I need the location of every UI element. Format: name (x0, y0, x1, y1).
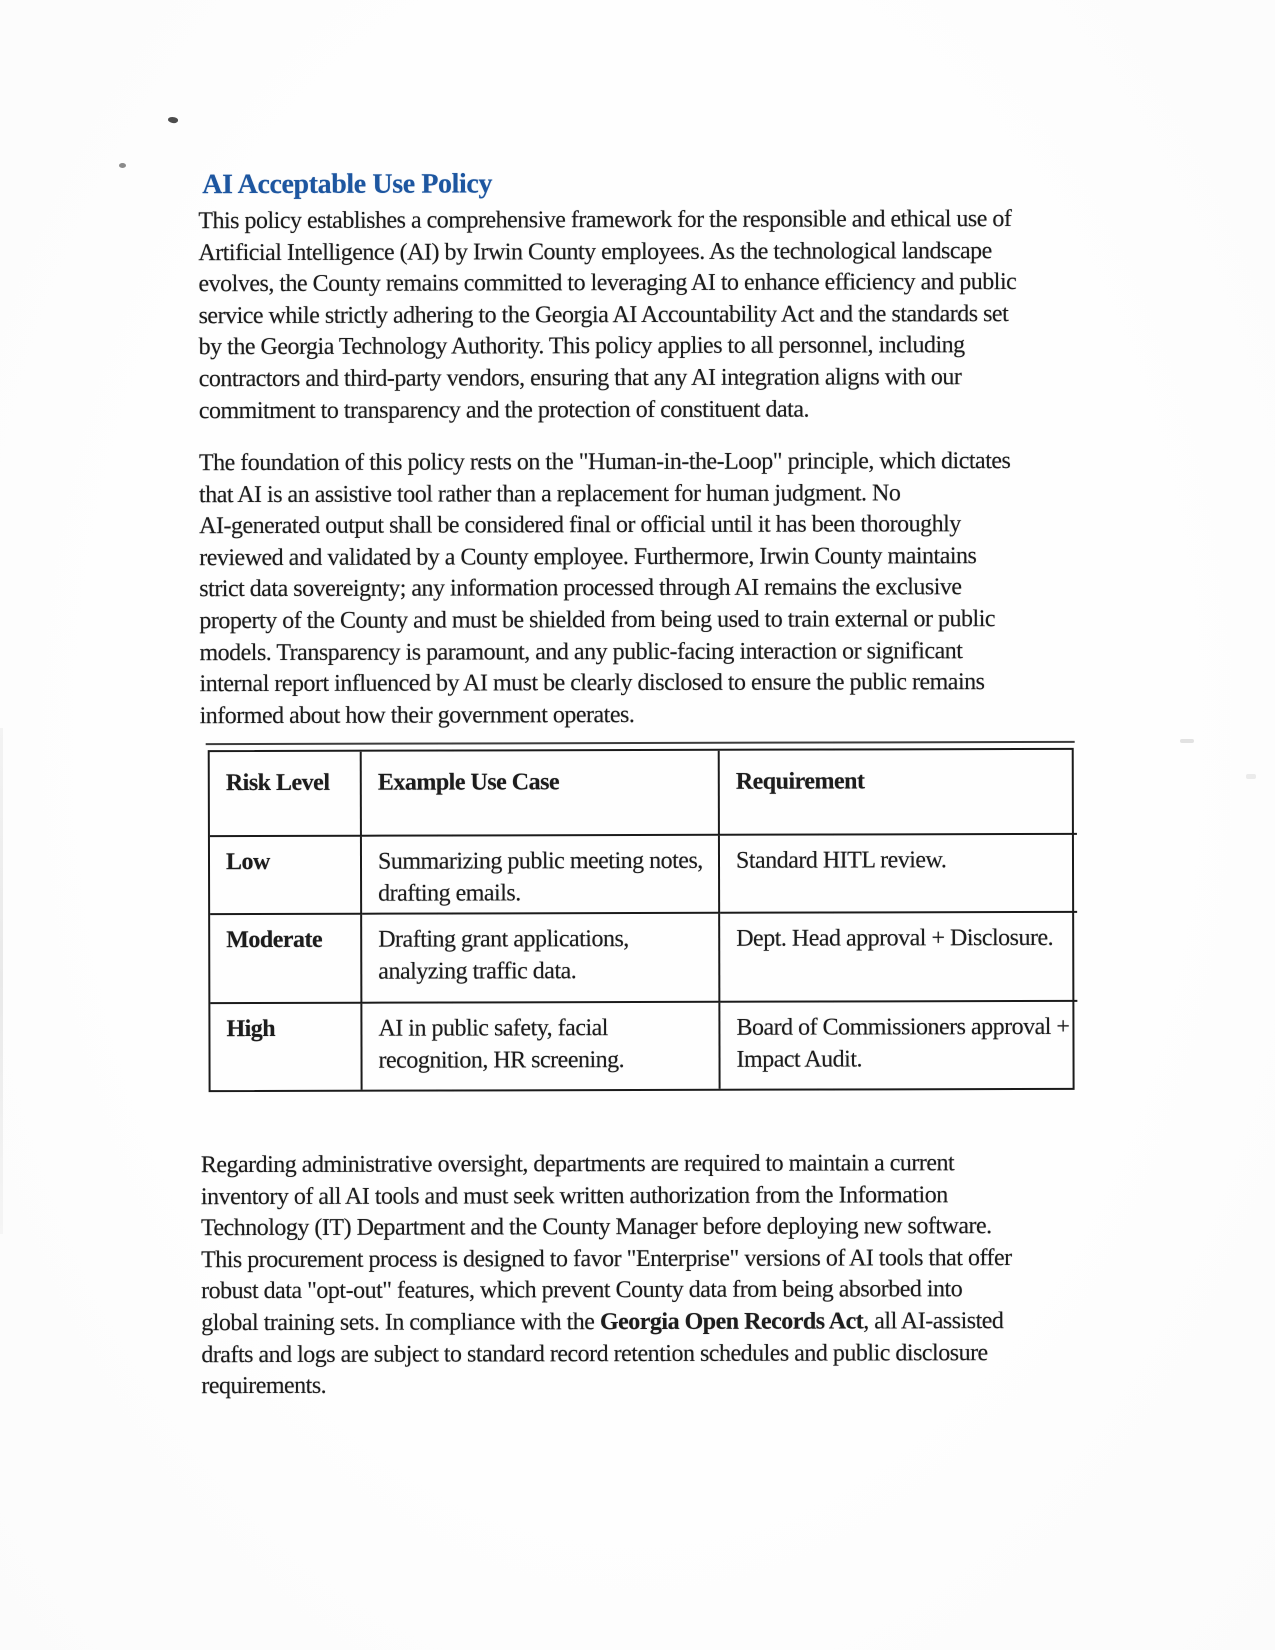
text-line: Dept. Head approval + Disclosure. (736, 924, 1054, 952)
text-line: This policy establishes a comprehensive framework for the responsible and ethical use of (198, 206, 1012, 235)
text-line: drafting emails. (378, 880, 521, 907)
text-line: property of the County and must be shielded from being used to train external or public (199, 606, 996, 635)
text-line: Artificial Intelligence (AI) by Irwin County employees. As the technological landscape (198, 237, 992, 266)
text-line: Drafting grant applications, (378, 926, 629, 953)
text-line: Standard HITL review. (735, 847, 947, 874)
text-line: requirements. (201, 1372, 327, 1400)
text-line: Technology (IT) Department and the County Manager before deploying new software. (200, 1213, 992, 1242)
table-header-risk-level: Risk Level (210, 752, 362, 837)
page-title: AI Acceptable Use Policy (202, 168, 493, 201)
text-line: robust data "opt-out" features, which prevent County data from being absorbed into (201, 1276, 963, 1305)
table-cell-requirement-low (720, 835, 1077, 914)
table-cell-requirement-moderate (720, 913, 1077, 1003)
text-line: The foundation of this policy rests on the "Human-in-the-Loop" principle, which dictates (198, 448, 1011, 477)
risk-level-table (208, 748, 1075, 1092)
table-cell-risk-moderate: Moderate (210, 915, 362, 1004)
text-line: by the Georgia Technology Authority. This policy applies to all personnel, including (198, 332, 965, 361)
table-cell-usecase-low (362, 836, 720, 915)
text-line: contractors and third-party vendors, ensuring that any AI integration aligns with our (198, 364, 962, 393)
text-line: strict data sovereignty; any information processed through AI remains the exclusive (199, 574, 962, 603)
text-line: Impact Audit. (736, 1046, 863, 1073)
text-line: drafts and logs are subject to standard record retention schedules and public disclosure (201, 1339, 988, 1368)
table-cell-risk-low: Low (210, 837, 362, 915)
table-cell-usecase-moderate (362, 914, 720, 1004)
text-line: analyzing traffic data. (378, 958, 577, 985)
text-line: that AI is an assistive tool rather than a replacement for human judgment. No (199, 479, 901, 508)
text-line: Summarizing public meeting notes, (377, 847, 703, 875)
paragraph-introduction (198, 204, 1016, 427)
text-line: This procurement process is designed to favor "Enterprise" versions of AI tools that offer (201, 1244, 1012, 1273)
text-line: Regarding administrative oversight, departments are required to maintain a current (200, 1150, 955, 1179)
table-header-requirement: Requirement (720, 750, 1077, 836)
table-cell-requirement-high (720, 1002, 1077, 1089)
paragraph-administrative-oversight (201, 1148, 1012, 1403)
text-line: informed about how their government operates. (199, 701, 635, 729)
paragraph-hitl-principle (199, 446, 1011, 732)
text-line: AI-generated output shall be considered final or official until it has been thoroughly (199, 511, 961, 540)
text-line: service while strictly adhering to the Georgia AI Accountability Act and the standards set (198, 300, 1009, 329)
table-cell-usecase-high (362, 1003, 720, 1090)
text-line: reviewed and validated by a County employee. Furthermore, Irwin County maintains (199, 542, 977, 571)
text-line: models. Transparency is paramount, and any public-facing interaction or significant (199, 637, 963, 666)
text-line: recognition, HR screening. (378, 1047, 625, 1074)
text-line: Board of Commissioners approval + (736, 1013, 1070, 1041)
text-line: AI in public safety, facial (378, 1015, 608, 1042)
table-header-example-use-case: Example Use Case (362, 751, 720, 837)
text-line: internal report influenced by AI must be clearly disclosed to ensure the public remains (199, 669, 985, 698)
text-line: evolves, the County remains committed to leveraging AI to enhance efficiency and public (198, 269, 1017, 298)
text-line: inventory of all AI tools and must seek written authorization from the Information (200, 1181, 948, 1210)
text-line: commitment to transparency and the protection of constituent data. (198, 396, 809, 424)
text-line: global training sets. In compliance with the Georgia Open Records Act, all AI-assisted (201, 1308, 1004, 1337)
table-cell-risk-high: High (210, 1004, 362, 1090)
